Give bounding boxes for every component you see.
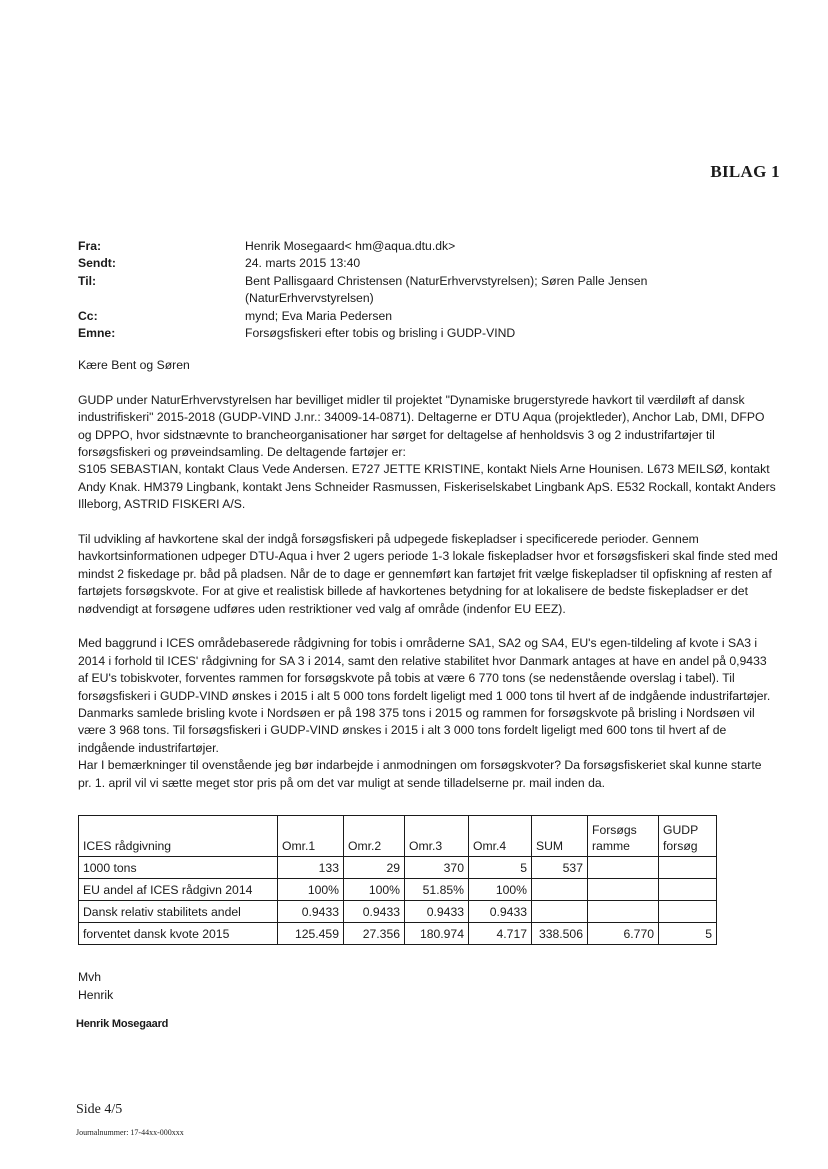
table-cell: 370 — [405, 857, 469, 879]
table-cell: Dansk relativ stabilitets andel — [79, 901, 278, 923]
journal-number: Journalnummer: 17-44xx-000xxx — [76, 1128, 184, 1137]
signature: Henrik Mosegaard — [76, 1018, 169, 1030]
table-cell: 125.459 — [278, 923, 344, 945]
paragraph-vessels: S105 SEBASTIAN, kontakt Claus Vede Andersen. E727 JETTE KRISTINE, kontakt Niels Arne Hounisen. L673 MEILSØ, kontakt Andy Knak. HM379 Lingbank, kontakt Jens Schneider Rasmussen, Fiskeriselskabet Lingbank ApS. E532 Rockall, kontakt Anders Illeborg, ASTRID FISKERI A/S. — [78, 462, 776, 512]
table-cell: 29 — [344, 857, 405, 879]
table-cell: 537 — [532, 857, 588, 879]
ices-table — [78, 815, 717, 945]
table-header-cell: SUM — [532, 816, 588, 857]
table-cell: 100% — [469, 879, 532, 901]
table-cell: 100% — [278, 879, 344, 901]
header-row-from — [78, 238, 778, 255]
table-row — [79, 879, 717, 901]
table-cell — [588, 901, 659, 923]
table-cell: 133 — [278, 857, 344, 879]
table-header-cell: Forsøgs ramme — [588, 816, 659, 857]
header-row-cc — [78, 308, 778, 325]
table-row — [79, 901, 717, 923]
paragraph-sandeel: Med baggrund i ICES områdebaserede rådgivning for tobis i områderne SA1, SA2 og SA4, EU's egen-tildeling af kvote i SA3 i 2014 i forhold til ICES' rådgivning for SA 3 i 2014, samt den relative stabilitet hvor Danmark antages at have en andel på 0,9433 af EU's tobiskvoter, forventes rammen for forsøgskvote på tobis at være 6 770 tons (se nedenstående overslag i tabel). Til forsøgsfiskeri i GUDP-VIND ønskes i 2015 i alt 5 000 tons fordelt ligeligt med 1 000 tons til hvert af de indgående industrifartøjer. — [78, 636, 771, 703]
table-cell: EU andel af ICES rådgivn 2014 — [79, 879, 278, 901]
table-cell: 5 — [469, 857, 532, 879]
page-number: Side 4/5 — [76, 1102, 123, 1117]
table-cell — [532, 901, 588, 923]
header-label: Emne: — [78, 326, 116, 341]
paragraph-sprat: Danmarks samlede brisling kvote i Nordsøen er på 198 375 tons i 2015 og rammen for forsøgskvote på brisling i Nordsøen vil være 3 968 tons. Til forsøgsfiskeri i GUDP-VIND ønskes i 2015 i alt 3 000 tons fordelt ligeligt med 600 tons til hvert af de indgående industrifartøjer. — [78, 706, 755, 755]
table-cell — [659, 879, 717, 901]
table-cell: 51.85% — [405, 879, 469, 901]
paragraph-request: Har I bemærkninger til ovenstående jeg bør indarbejde i anmodningen om forsøgskvoter? Da forsøgsfiskeriet skal kunne starte pr. 1. april vil vi sætte meget stor pris på om det var muligt at sende tilladelserne pr. mail inden da. — [78, 758, 762, 790]
table-header-cell: Omr.4 — [469, 816, 532, 857]
header-row-sent — [78, 255, 778, 272]
header-value: mynd; Eva Maria Pedersen — [245, 308, 392, 323]
table-header-cell: Omr.2 — [344, 816, 405, 857]
header-value: Forsøgsfiskeri efter tobis og brisling i GUDP-VIND — [245, 326, 516, 341]
table-cell: 0.9433 — [278, 901, 344, 923]
email-header — [78, 238, 778, 342]
table-cell — [588, 857, 659, 879]
table-cell: 5 — [659, 923, 717, 945]
table-header-cell: Omr.3 — [405, 816, 469, 857]
greeting: Kære Bent og Søren — [78, 358, 190, 372]
table-cell: 180.974 — [405, 923, 469, 945]
table-row — [79, 857, 717, 879]
closing-text: Mvh — [78, 970, 102, 984]
header-value: Henrik Mosegaard< hm@aqua.dtu.dk> — [245, 239, 456, 253]
email-body — [78, 357, 778, 792]
table-cell: 100% — [344, 879, 405, 901]
table-header-row — [79, 816, 717, 857]
table-row — [79, 923, 717, 945]
header-value: 24. marts 2015 13:40 — [245, 256, 361, 271]
table-cell — [588, 879, 659, 901]
header-label: Cc: — [78, 308, 98, 323]
header-label: Sendt: — [78, 256, 116, 271]
header-label: Til: — [78, 273, 97, 288]
table-cell: 4.717 — [469, 923, 532, 945]
table-cell: 0.9433 — [469, 901, 532, 923]
table-header-cell: ICES rådgivning — [79, 816, 278, 857]
closing-name: Henrik — [78, 988, 114, 1002]
header-row-subject — [78, 325, 778, 342]
table-header-cell: Omr.1 — [278, 816, 344, 857]
header-row-to — [78, 273, 778, 308]
table-cell: 0.9433 — [344, 901, 405, 923]
table-cell: 1000 tons — [79, 857, 278, 879]
table-cell: 0.9433 — [405, 901, 469, 923]
table-cell: 27.356 — [344, 923, 405, 945]
paragraph-method: Til udvikling af havkortene skal der indgå forsøgsfiskeri på udpegede fiskepladser i specificerede perioder. Gennem havkortsinformationen udpeger DTU-Aqua i hver 2 ugers periode 1-3 lokale fiskepladser hvor et forsøgsfiskeri skal finde sted med mindst 2 fiskedage pr. båd på pladsen. Når de to dage er gennemført kan fartøjet frit vælge fiskepladser til opfiskning af resten af fartøjets forsøgskvote. For at give et realistisk billede af havkortenes betydning for at lokalisere de bedste fiskepladser er det nødvendigt at forsøgene udføres uden restriktioner ved valg af område (indenfor EU EEZ). — [78, 532, 778, 616]
header-label: Fra: — [78, 239, 102, 253]
paragraph-project: GUDP under NaturErhvervstyrelsen har bevilliget midler til projektet "Dynamiske brugerstyrede havkort til værdiløft af dansk industrifiskeri" 2015-2018 (GUDP-VIND J.nr.: 34009-14-0871). Deltagerne er DTU Aqua (projektleder), Anchor Lab, DMI, DFPO og DPPO, hvor sidstnævnte to brancheorganisationer har sørget for deltagelse af henholdsvis 3 og 2 industrifartøjer til forsøgsfiskeri og prøveindsamling. De deltagende fartøjer er: — [78, 392, 765, 460]
table-cell: 6.770 — [588, 923, 659, 945]
header-value: Bent Pallisgaard Christensen (NaturErhvervstyrelsen); Søren Palle Jensen (NaturErhvervstyrelsen) — [245, 273, 648, 306]
table-cell — [532, 879, 588, 901]
table-cell — [659, 901, 717, 923]
table-header-cell: GUDP forsøg — [659, 816, 717, 857]
closing — [78, 968, 113, 1004]
table-cell: forventet dansk kvote 2015 — [79, 923, 278, 945]
table-cell — [659, 857, 717, 879]
appendix-label: BILAG 1 — [710, 162, 780, 181]
table-cell: 338.506 — [532, 923, 588, 945]
